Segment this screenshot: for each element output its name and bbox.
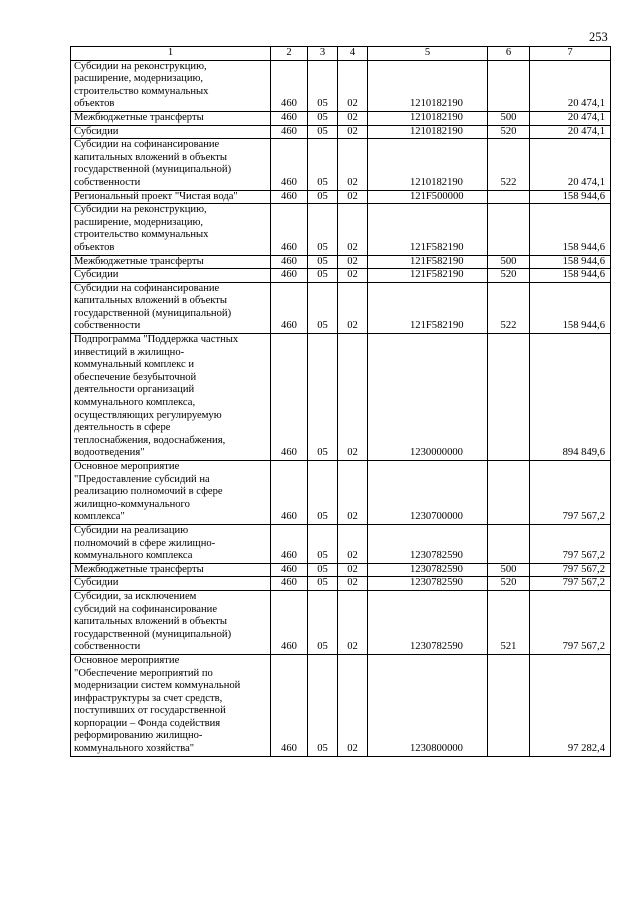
row-sum-cell: 894 849,6 [530,334,611,461]
row-rz-cell: 05 [308,111,338,125]
row-sum-cell: 158 944,6 [530,204,611,255]
row-rz-cell: 05 [308,577,338,591]
row-name-cell: Основное мероприятие "Предоставление субсидий на реализацию полномочий в сфере жилищно-коммунального комплекса" [71,461,271,525]
row-gr-cell: 460 [271,60,308,111]
row-sum-cell: 797 567,2 [530,524,611,563]
header-col-1: 1 [71,47,271,61]
row-name-cell: Региональный проект "Чистая вода" [71,190,271,204]
table-row [71,255,611,269]
table-row [71,334,611,461]
row-csr-cell: 1210182190 [368,125,488,139]
row-gr-cell: 460 [271,111,308,125]
row-vr-cell: 521 [488,590,530,654]
header-col-7: 7 [530,47,611,61]
row-csr-cell: 1230700000 [368,461,488,525]
row-sum-cell: 797 567,2 [530,590,611,654]
table-row [71,461,611,525]
row-name-cell: Подпрограмма "Поддержка частных инвестиций в жилищно- коммунальный комплекс и обеспечение безубыточной деятельности организаций коммунального комплекса, осуществляющих регулируемую деятельность в сфере теплоснабжения, водоснабжения, водоотведения" [71,334,271,461]
table-row [71,269,611,283]
row-gr-cell: 460 [271,461,308,525]
row-csr-cell: 121F582190 [368,269,488,283]
table-row [71,204,611,255]
table-body [71,47,611,757]
row-vr-cell [488,190,530,204]
row-csr-cell: 1210182190 [368,111,488,125]
row-rz-cell: 05 [308,563,338,577]
row-name-cell: Субсидии на реализацию полномочий в сфере жилищно- коммунального комплекса [71,524,271,563]
row-vr-cell [488,334,530,461]
row-pr-cell: 02 [338,563,368,577]
row-rz-cell: 05 [308,255,338,269]
table-row [71,524,611,563]
row-pr-cell: 02 [338,111,368,125]
row-pr-cell: 02 [338,60,368,111]
row-gr-cell: 460 [271,334,308,461]
row-csr-cell: 1210182190 [368,139,488,190]
header-col-6: 6 [488,47,530,61]
row-csr-cell: 121F582190 [368,204,488,255]
row-csr-cell: 1210182190 [368,60,488,111]
table-row [71,190,611,204]
row-gr-cell: 460 [271,654,308,756]
header-col-2: 2 [271,47,308,61]
row-pr-cell: 02 [338,654,368,756]
row-csr-cell: 121F582190 [368,282,488,333]
row-rz-cell: 05 [308,524,338,563]
row-pr-cell: 02 [338,524,368,563]
table-row [71,590,611,654]
row-vr-cell: 520 [488,577,530,591]
row-gr-cell: 460 [271,190,308,204]
row-vr-cell: 500 [488,563,530,577]
row-rz-cell: 05 [308,590,338,654]
row-vr-cell: 520 [488,269,530,283]
row-gr-cell: 460 [271,577,308,591]
row-vr-cell: 522 [488,282,530,333]
row-rz-cell: 05 [308,190,338,204]
row-gr-cell: 460 [271,204,308,255]
row-vr-cell [488,204,530,255]
row-vr-cell: 500 [488,111,530,125]
header-col-3: 3 [308,47,338,61]
row-rz-cell: 05 [308,334,338,461]
row-pr-cell: 02 [338,125,368,139]
table-row [71,282,611,333]
row-csr-cell: 121F500000 [368,190,488,204]
row-csr-cell: 1230782590 [368,590,488,654]
row-pr-cell: 02 [338,590,368,654]
row-sum-cell: 158 944,6 [530,282,611,333]
table-row [71,563,611,577]
row-vr-cell: 500 [488,255,530,269]
row-gr-cell: 460 [271,125,308,139]
row-rz-cell: 05 [308,461,338,525]
header-col-5: 5 [368,47,488,61]
row-pr-cell: 02 [338,577,368,591]
row-pr-cell: 02 [338,139,368,190]
budget-table [70,46,611,757]
row-gr-cell: 460 [271,139,308,190]
row-sum-cell: 20 474,1 [530,60,611,111]
table-row [71,577,611,591]
row-gr-cell: 460 [271,590,308,654]
row-pr-cell: 02 [338,190,368,204]
row-name-cell: Субсидии [71,577,271,591]
row-pr-cell: 02 [338,461,368,525]
row-name-cell: Межбюджетные трансферты [71,111,271,125]
table-row [71,654,611,756]
row-vr-cell [488,654,530,756]
table-row [71,125,611,139]
row-sum-cell: 20 474,1 [530,125,611,139]
row-sum-cell: 97 282,4 [530,654,611,756]
row-gr-cell: 460 [271,255,308,269]
row-name-cell: Основное мероприятие "Обеспечение мероприятий по модернизации систем коммунальной инфраструктуры за счет средств, поступивших от государственной корпорации – Фонда содействия реформированию жилищно- коммунального хозяйства" [71,654,271,756]
row-sum-cell: 797 567,2 [530,461,611,525]
row-gr-cell: 460 [271,282,308,333]
row-rz-cell: 05 [308,269,338,283]
header-row [71,47,611,61]
row-name-cell: Межбюджетные трансферты [71,255,271,269]
table-row [71,111,611,125]
table-row [71,139,611,190]
row-pr-cell: 02 [338,282,368,333]
row-rz-cell: 05 [308,125,338,139]
row-rz-cell: 05 [308,60,338,111]
row-sum-cell: 797 567,2 [530,577,611,591]
row-sum-cell: 20 474,1 [530,111,611,125]
row-gr-cell: 460 [271,563,308,577]
row-vr-cell [488,524,530,563]
row-sum-cell: 158 944,6 [530,269,611,283]
row-vr-cell [488,60,530,111]
row-rz-cell: 05 [308,282,338,333]
row-csr-cell: 1230782590 [368,524,488,563]
row-rz-cell: 05 [308,654,338,756]
row-sum-cell: 158 944,6 [530,255,611,269]
row-name-cell: Субсидии на софинансирование капитальных вложений в объекты государственной (муниципальной) собственности [71,282,271,333]
row-name-cell: Субсидии на софинансирование капитальных вложений в объекты государственной (муниципальной) собственности [71,139,271,190]
row-vr-cell: 522 [488,139,530,190]
row-pr-cell: 02 [338,204,368,255]
row-gr-cell: 460 [271,269,308,283]
header-col-4: 4 [338,47,368,61]
row-csr-cell: 1230000000 [368,334,488,461]
row-csr-cell: 1230800000 [368,654,488,756]
row-vr-cell: 520 [488,125,530,139]
row-csr-cell: 1230782590 [368,563,488,577]
table-row [71,60,611,111]
row-gr-cell: 460 [271,524,308,563]
row-name-cell: Субсидии [71,125,271,139]
row-name-cell: Субсидии на реконструкцию, расширение, модернизацию, строительство коммунальных объектов [71,60,271,111]
row-vr-cell [488,461,530,525]
row-pr-cell: 02 [338,334,368,461]
row-rz-cell: 05 [308,204,338,255]
row-rz-cell: 05 [308,139,338,190]
row-name-cell: Субсидии [71,269,271,283]
row-sum-cell: 797 567,2 [530,563,611,577]
row-name-cell: Субсидии, за исключением субсидий на софинансирование капитальных вложений в объекты государственной (муниципальной) собственности [71,590,271,654]
row-pr-cell: 02 [338,255,368,269]
row-pr-cell: 02 [338,269,368,283]
row-name-cell: Межбюджетные трансферты [71,563,271,577]
row-csr-cell: 1230782590 [368,577,488,591]
row-csr-cell: 121F582190 [368,255,488,269]
row-sum-cell: 20 474,1 [530,139,611,190]
row-name-cell: Субсидии на реконструкцию, расширение, модернизацию, строительство коммунальных объектов [71,204,271,255]
page-number: 253 [589,30,608,44]
row-sum-cell: 158 944,6 [530,190,611,204]
